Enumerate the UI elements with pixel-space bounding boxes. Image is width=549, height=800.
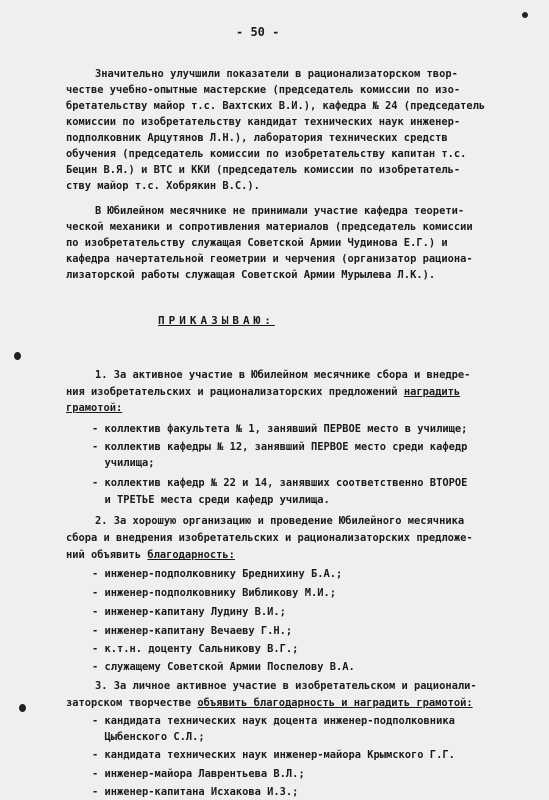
paragraph-line: кафедра начертательной геометрии и черчения (организатор рациона- (66, 253, 473, 265)
list-item: училища; (92, 457, 155, 469)
list-item: - коллектив кафедр № 22 и 14, занявших соответственно ВТОРОЕ (92, 477, 468, 489)
scan-speck (14, 352, 21, 360)
order-3-line (66, 697, 473, 710)
award-phrase-continuation: грамотой: (66, 402, 123, 414)
paragraph-line: обучения (председатель комиссии по изобретательству капитан т.с. (66, 148, 467, 160)
page-number: - 50 - (236, 25, 280, 39)
scan-speck (19, 704, 26, 712)
list-item: - инженер-капитану Вечаеву Г.Н.; (92, 625, 293, 637)
list-item: - кандидата технических наук инженер-майора Крымского Г.Г. (92, 749, 455, 761)
list-item: - инженер-капитана Исхакова И.З.; (92, 786, 299, 798)
list-item: Цыбенского С.Л.; (92, 731, 205, 743)
order-2-line (66, 549, 235, 562)
list-item: и ТРЕТЬЕ места среди кафедр училища. (92, 494, 330, 506)
order-3-line: 3. За личное активное участие в изобретательском и рационали- (95, 680, 477, 692)
paragraph-line: бретательству майор т.с. Вахтских В.И.), кафедра № 24 (председатель (66, 100, 486, 112)
order-1-line (66, 386, 460, 399)
paragraph-line: честве учебно-опытные мастерские (председатель комиссии по изо- (66, 84, 461, 96)
paragraph-line: лизаторской работы служащая Советской Армии Мурылева Л.К.). (66, 269, 436, 281)
scan-speck (522, 12, 528, 18)
list-item: - служащему Советской Армии Поспелову В.А. (92, 661, 355, 673)
list-item: - коллектив факультета № 1, занявший ПЕРВОЕ место в училище; (92, 423, 468, 435)
list-item: - инженер-капитану Лудину В.И.; (92, 606, 286, 618)
order-3-text: заторском творчестве (66, 697, 198, 709)
paragraph-line: подполковник Арцутянов Л.Н.), лаборатория технических средств (66, 132, 448, 144)
paragraph-line: В Юбилейном месячнике не принимали участие кафедра теорети- (95, 205, 465, 217)
list-item: - инженер-майора Лаврентьева В.Л.; (92, 768, 305, 780)
paragraph-line: Бецин В.Я.) и ВТС и ККИ (председатель комиссии по изобретатель- (66, 164, 461, 176)
list-item: - коллектив кафедры № 12, занявший ПЕРВОЕ место среди кафедр (92, 441, 468, 453)
award-phrase: наградить (403, 386, 461, 398)
paragraph-line: комиссии по изобретательству кандидат технических наук инженер- (66, 116, 461, 128)
order-2-line: сбора и внедрения изобретательских и рационализаторских предложе- (66, 532, 473, 544)
list-item: - к.т.н. доценту Сальникову В.Г.; (92, 643, 299, 655)
order-2-text: ний объявить (66, 549, 148, 561)
gratitude-phrase: благодарность: (147, 549, 235, 561)
order-1-text: ния изобретательских и рационализаторских предложений (66, 386, 404, 398)
list-item: - инженер-подполковнику Бреднихину Б.А.; (92, 568, 343, 580)
order-2-line: 2. За хорошую организацию и проведение Юбилейного месячника (95, 515, 465, 527)
list-item: - инженер-подполковнику Вибликову М.И.; (92, 587, 336, 599)
award-gratitude-phrase: объявить благодарность и наградить грамотой: (197, 697, 473, 709)
paragraph-line: Значительно улучшили показатели в рационализаторском твор- (95, 68, 458, 80)
order-1-line: 1. За активное участие в Юбилейном месячнике сбора и внедре- (95, 369, 471, 381)
paragraph-line: ству майор т.с. Хобрякин В.С.). (66, 180, 260, 192)
order-heading: ПРИКАЗЫВАЮ: (158, 314, 275, 327)
paragraph-line: по изобретательству служащая Советской Армии Чудинова Е.Г.) и (66, 237, 448, 249)
list-item: - кандидата технических наук доцента инженер-подполковника (92, 715, 455, 727)
paragraph-line: ческой механики и сопротивления материалов (председатель комиссии (66, 221, 473, 233)
